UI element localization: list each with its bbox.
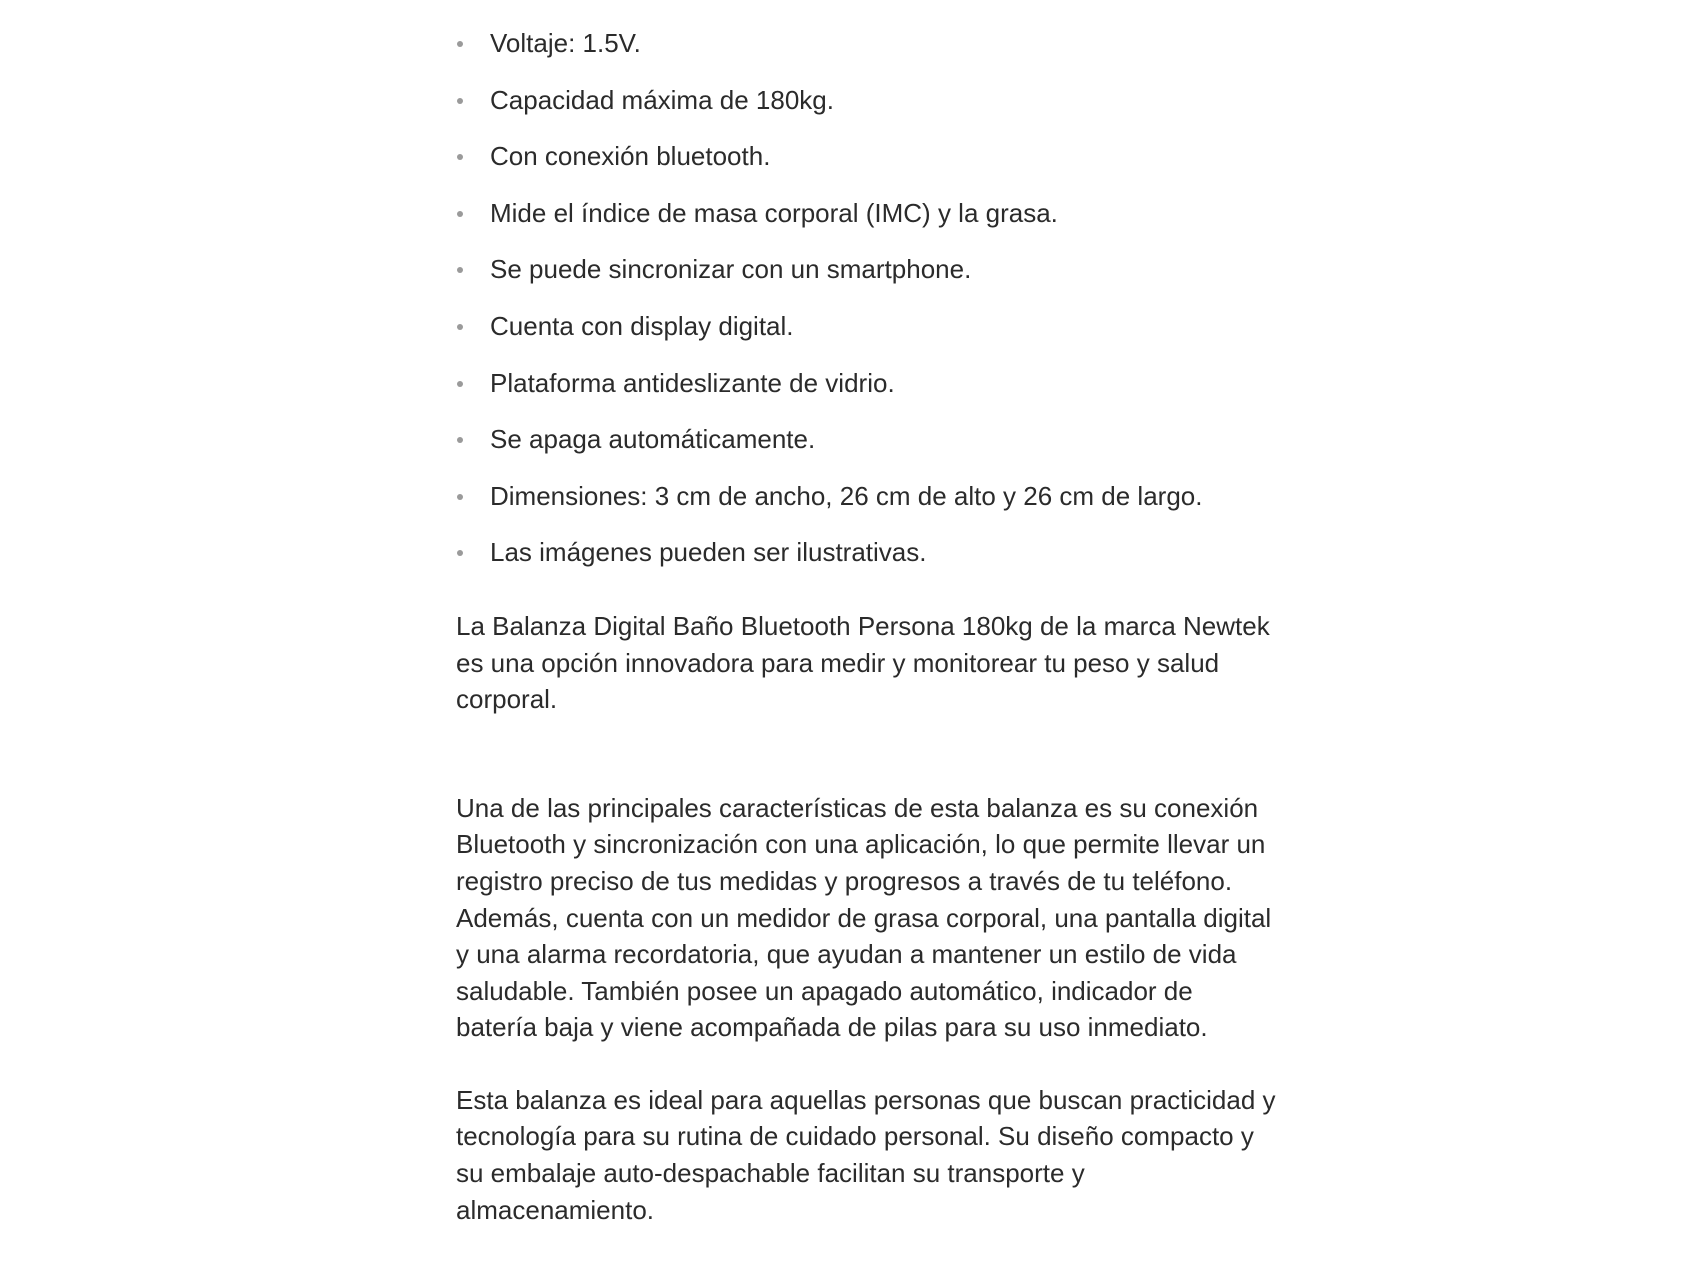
bullet-icon bbox=[457, 550, 463, 556]
feature-list bbox=[456, 22, 1276, 588]
feature-item bbox=[456, 305, 1276, 362]
feature-item bbox=[456, 79, 1276, 136]
feature-item bbox=[456, 418, 1276, 475]
feature-text: Se puede sincronizar con un smartphone. bbox=[490, 254, 972, 285]
bullet-icon bbox=[457, 381, 463, 387]
bullet-icon bbox=[457, 41, 463, 47]
product-description bbox=[456, 22, 1276, 1228]
feature-text: Capacidad máxima de 180kg. bbox=[490, 84, 834, 115]
feature-item bbox=[456, 22, 1276, 79]
description-paragraph-usage: Esta balanza es ideal para aquellas personas que buscan practicidad y tecnología para su rutina de cuidado personal. Su diseño compacto y su embalaje auto-despachable facilitan su transporte y almacenamiento. bbox=[456, 1084, 1276, 1225]
bullet-icon bbox=[457, 98, 463, 104]
feature-text: Mide el índice de masa corporal (IMC) y la grasa. bbox=[490, 197, 1058, 228]
feature-item bbox=[456, 362, 1276, 419]
feature-item bbox=[456, 531, 1276, 588]
bullet-icon bbox=[457, 267, 463, 273]
bullet-icon bbox=[457, 154, 463, 160]
feature-item bbox=[456, 135, 1276, 192]
description-paragraph-intro: La Balanza Digital Baño Bluetooth Persona 180kg de la marca Newtek es una opción innovadora para medir y monitorear tu peso y salud corporal. bbox=[456, 610, 1270, 715]
bullet-icon bbox=[457, 324, 463, 330]
description-paragraph-features: Una de las principales características de esta balanza es su conexión Bluetooth y sincronización con una aplicación, lo que permite llevar un registro preciso de tus medidas y progresos a través de tu teléfono. Además, cuenta con un medidor de grasa corporal, una pantalla digital y una alarma recordatoria, que ayudan a mantener un estilo de vida saludable. También posee un apagado automático, indicador de batería baja y viene acompañada de pilas para su uso inmediato. bbox=[456, 792, 1272, 1043]
feature-item bbox=[456, 192, 1276, 249]
feature-text: Se apaga automáticamente. bbox=[490, 424, 816, 455]
feature-item bbox=[456, 475, 1276, 532]
feature-text: Las imágenes pueden ser ilustrativas. bbox=[490, 537, 927, 568]
bullet-icon bbox=[457, 211, 463, 217]
feature-text: Con conexión bluetooth. bbox=[490, 141, 771, 172]
feature-text: Voltaje: 1.5V. bbox=[490, 28, 641, 58]
bullet-icon bbox=[457, 437, 463, 443]
feature-text: Plataforma antideslizante de vidrio. bbox=[490, 367, 895, 398]
feature-text: Cuenta con display digital. bbox=[490, 310, 794, 341]
feature-text: Dimensiones: 3 cm de ancho, 26 cm de alto y 26 cm de largo. bbox=[490, 480, 1203, 511]
bullet-icon bbox=[457, 494, 463, 500]
feature-item bbox=[456, 248, 1276, 305]
